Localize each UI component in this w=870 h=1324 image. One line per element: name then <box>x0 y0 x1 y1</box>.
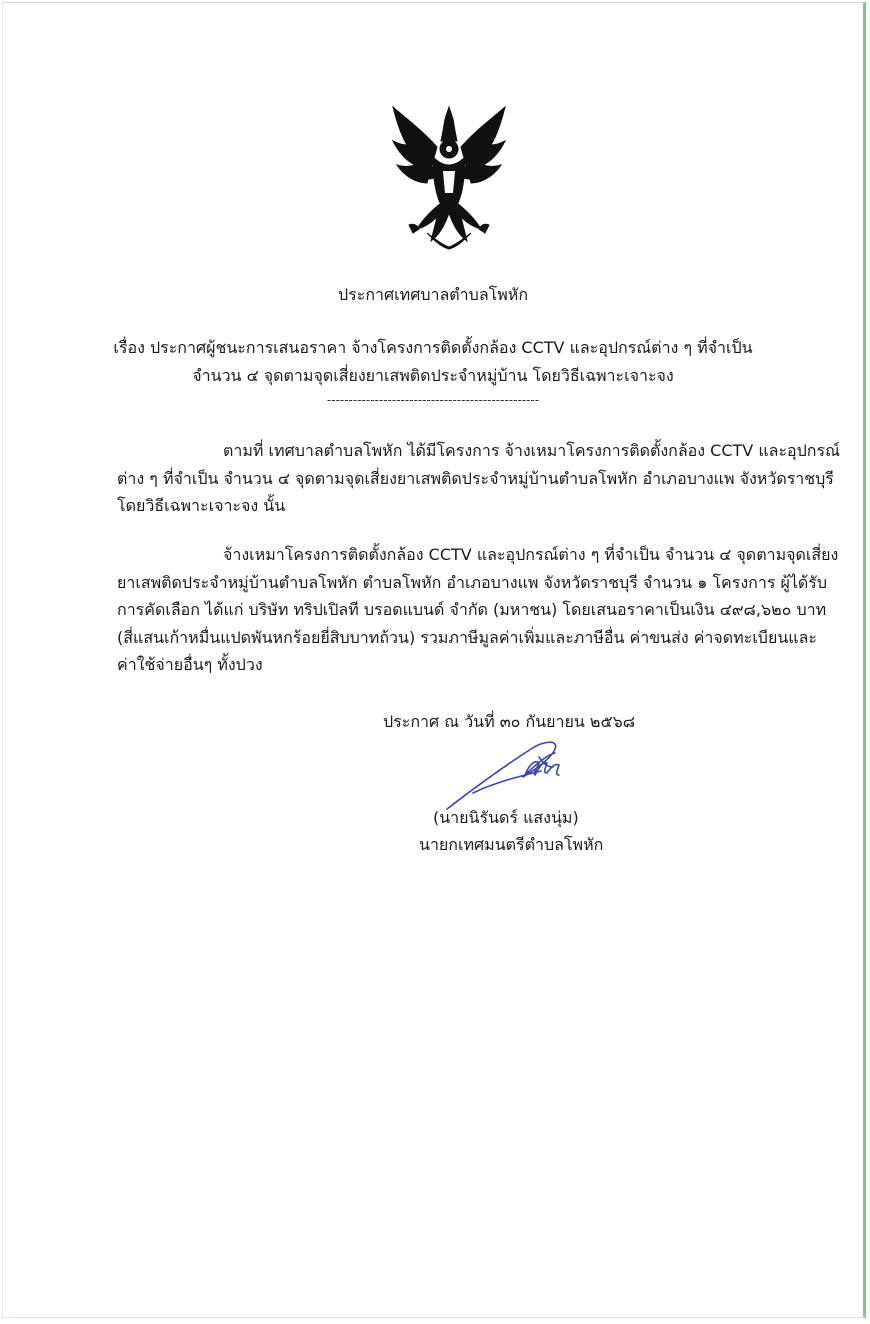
document-subject <box>3 334 863 390</box>
paragraph-line: ต่าง ๆ ที่จำเป็น จำนวน ๔ จุดตามจุดเสี่ยงยาเสพติดประจำหมู่บ้านตำบลโพหัก อำเภอบางแพ จังหวัดราชบุรี <box>117 468 834 488</box>
garuda-emblem-icon <box>387 101 511 251</box>
handwritten-signature <box>443 737 569 813</box>
paragraph-line: ยาเสพติดประจำหมู่บ้านตำบลโพหัก ตำบลโพหัก อำเภอบางแพ จังหวัดราชบุรี จำนวน ๑ โครงการ ผู้ได้รับ <box>117 572 828 592</box>
paragraph-line: ตามที่ เทศบาลตำบลโพหัก ได้มีโครงการ จ้างเหมาโครงการติดตั้งกล้อง CCTV และอุปกรณ์ <box>223 441 840 460</box>
signer-name: (นายนิรันดร์ แสงนุ่ม) <box>433 808 579 827</box>
document-page <box>2 2 866 1318</box>
paragraph-award <box>117 541 839 679</box>
paragraph-line: จ้างเหมาโครงการติดตั้งกล้อง CCTV และอุปกรณ์ต่าง ๆ ที่จำเป็น จำนวน ๔ จุดตามจุดเสี่ยง <box>223 545 839 564</box>
subject-line: จำนวน ๔ จุดตามจุดเสี่ยงยาเสพติดประจำหมู่บ้าน โดยวิธีเฉพาะเจาะจง <box>192 366 674 385</box>
paragraph-line: ค่าใช้จ่ายอื่นๆ ทั้งปวง <box>117 655 263 674</box>
subject-line: เรื่อง ประกาศผู้ชนะการเสนอราคา จ้างโครงการติดตั้งกล้อง CCTV และอุปกรณ์ต่าง ๆ ที่จำเป็น <box>113 338 753 357</box>
paragraph-intro <box>117 437 840 520</box>
paragraph-line: โดยวิธีเฉพาะเจาะจง นั้น <box>117 496 286 515</box>
signer-position: นายกเทศมนตรีตำบลโพหัก <box>419 835 604 854</box>
paragraph-line: การคัดเลือก ได้แก่ บริษัท ทริปเปิลที บรอดแบนด์ จำกัด (มหาชน) โดยเสนอราคาเป็นเงิน ๔๙๘,๖๒๐ บาท <box>117 600 827 619</box>
separator-line: ------------------------------------------------- <box>326 393 540 407</box>
paragraph-line: (สี่แสนเก้าหมื่นแปดพันหกร้อยยี่สิบบาทถ้วน) รวมภาษีมูลค่าเพิ่มและภาษีอื่น ค่าขนส่ง ค่าจดทะเบียนและ <box>117 627 817 647</box>
document-title: ประกาศเทศบาลตำบลโพหัก <box>338 285 528 304</box>
announcement-date: ประกาศ ณ วันที่ ๓๐ กันยายน ๒๕๖๘ <box>383 712 636 731</box>
